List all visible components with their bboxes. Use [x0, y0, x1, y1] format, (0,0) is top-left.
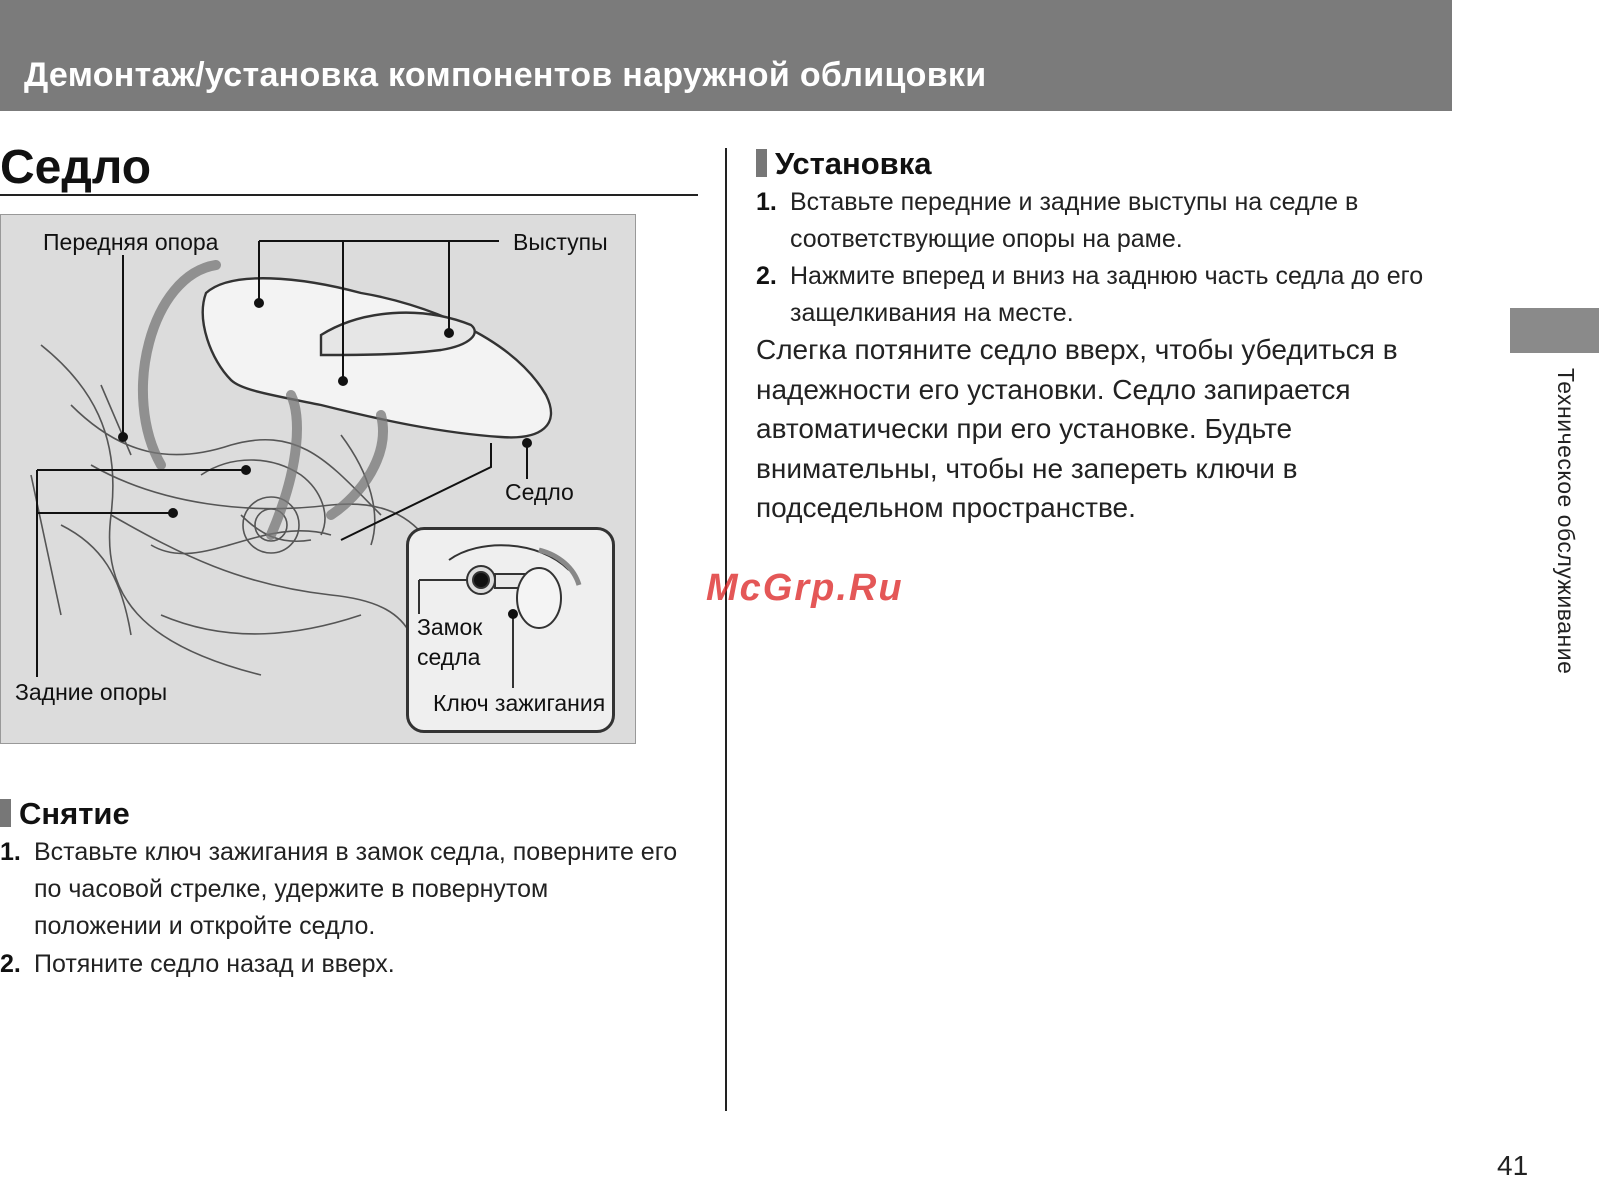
- label-front-support: Передняя опора: [43, 229, 219, 255]
- title-rule: [0, 194, 698, 196]
- step-number: 1.: [0, 838, 21, 866]
- seat-figure: [0, 214, 636, 744]
- heading-marker: [756, 149, 767, 177]
- sidebar-tab-marker: [1510, 308, 1599, 353]
- lock-inset: [406, 527, 615, 733]
- installation-note: Слегка потяните седло вверх, чтобы убедиться в надежности его установки. Седло запирается автоматически при его установке. Будьте внимательны, чтобы не запереть ключи в подседельном пространстве.: [756, 334, 1398, 523]
- step-number: 1.: [756, 188, 777, 216]
- sidebar-tab-label: Техническое обслуживание: [1553, 368, 1579, 675]
- label-rear-supports: Задние опоры: [15, 679, 168, 705]
- removal-heading: [0, 796, 130, 832]
- removal-heading-text: Снятие: [19, 796, 130, 831]
- step-number: 2.: [756, 262, 777, 290]
- label-tabs: Выступы: [513, 229, 608, 255]
- removal-step-2: [0, 946, 680, 983]
- section-title: Седло: [0, 141, 152, 194]
- header-title: Демонтаж/установка компонентов наружной облицовки: [24, 56, 987, 94]
- step-text: Потяните седло назад и вверх.: [34, 950, 395, 978]
- label-ignition-key: Ключ зажигания: [433, 690, 606, 716]
- label-seat-lock: Замок седла: [417, 614, 483, 670]
- installation-heading: [756, 146, 931, 182]
- watermark: McGrp.Ru: [706, 567, 904, 609]
- step-text: Вставьте ключ зажигания в замок седла, поверните его по часовой стрелке, удержите в повернутом положении и откройте седло.: [34, 838, 678, 940]
- column-divider: [725, 148, 727, 1111]
- step-text: Нажмите вперед и вниз на заднюю часть седла до его защелкивания на месте.: [790, 262, 1424, 327]
- step-number: 2.: [0, 950, 21, 978]
- removal-step-1: [0, 834, 680, 945]
- label-seat: Седло: [505, 479, 574, 505]
- step-text: Вставьте передние и задние выступы на седле в соответствующие опоры на раме.: [790, 188, 1359, 253]
- installation-step-1: [756, 184, 1396, 258]
- heading-marker: [0, 799, 11, 827]
- installation-step-2: [756, 258, 1456, 332]
- page-number: 41: [1497, 1150, 1529, 1181]
- installation-heading-text: Установка: [775, 146, 932, 181]
